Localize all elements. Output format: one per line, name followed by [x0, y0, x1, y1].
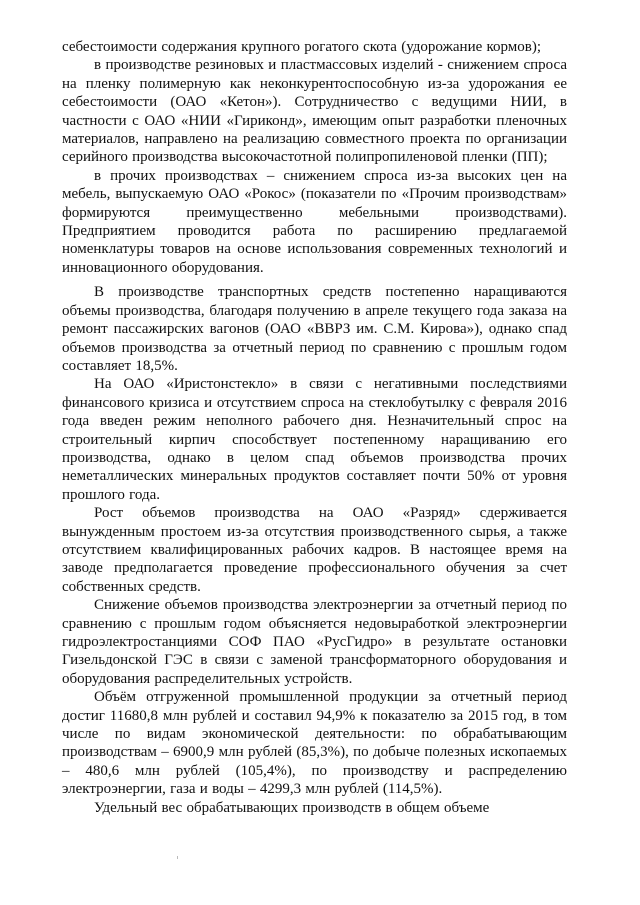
- paragraph-share: Удельный вес обрабатывающих производств в общем объеме: [94, 799, 490, 816]
- paragraph-shipped-volume: Объём отгруженной промышленной продукции за отчетный период достиг 11680,8 млн рублей и составил 94,9% к показателю за 2015 год, в том числе по видам экономической деятельности: по обрабатывающим производствам – 6900,9 млн рублей (85,3%), по добыче полезных ископаемых – 480,6 млн рублей (105,4%), по производству и распределению электроэнергии, газа и воды – 4299,3 млн рублей (114,5%).: [62, 689, 567, 798]
- paragraph-rubber-plastics: в производстве резиновых и пластмассовых изделий - снижением спроса на пленку полимерную как неконкурентоспособную из-за удорожания ее себестоимости (ОАО «Кетон»). Сотрудничество с ведущими НИИ, в частности с ОАО «НИИ «Гириконд», имеющим опыт разработки пленочных материалов, направлено на реализацию совместного проекта по организации серийного производства высокочастотной полипропиленовой пленки (ПП);: [62, 57, 567, 166]
- paragraph-electricity: Снижение объемов производства электроэнергии за отчетный период по сравнению с прошлым годом объясняется недовыработкой электроэнергии гидроэлектростанциями СОФ ПАО «РусГидро» в результате остановки Гизельдонской ГЭС в связи с заменой трансформаторного оборудования и оборудования распределительных устройств.: [62, 597, 567, 687]
- paragraph-cattle-costs: себестоимости содержания крупного рогатого скота (удорожание кормов);: [62, 39, 542, 55]
- document-page: [62, 38, 567, 817]
- paragraph-other-production: в прочих производствах – снижением спроса из-за высоких цен на мебель, выпускаемую ОАО «Рокос» (показатели по «Прочим производствам» формируются преимущественно мебельными производствами). Предприятием проводится работа по расширению предлагаемой номенклатуры товаров на основе использования современных технологий и инновационного оборудования.: [62, 167, 567, 276]
- scan-speck: [177, 856, 178, 859]
- paragraph-glass: На ОАО «Иристонстекло» в связи с негативными последствиями финансового кризиса и отсутствием спроса на стеклобутылку с февраля 2016 года введен режим неполного рабочего дня. Незначительный спрос на строительный кирпич способствует постепенному наращиванию его производства, однако в целом спад объемов производства прочих неметаллических минеральных продуктов составляет почти 50% от уровня прошлого года.: [62, 376, 567, 503]
- paragraph-razryad: Рост объемов производства на ОАО «Разряд» сдерживается вынужденным простоем из-за отсутствия производственного сырья, а также отсутствием квалифицированных рабочих кадров. В настоящее время на заводе предполагается проведение профессионального обучения за счет собственных средств.: [62, 505, 567, 595]
- paragraph-transport: В производстве транспортных средств постепенно наращиваются объемы производства, благодаря получению в апреле текущего года заказа на ремонт пассажирских вагонов (ОАО «ВВРЗ им. С.М. Кирова»), однако спад объемов производства за отчетный период по сравнению с прошлым годом составляет 18,5%.: [62, 284, 567, 374]
